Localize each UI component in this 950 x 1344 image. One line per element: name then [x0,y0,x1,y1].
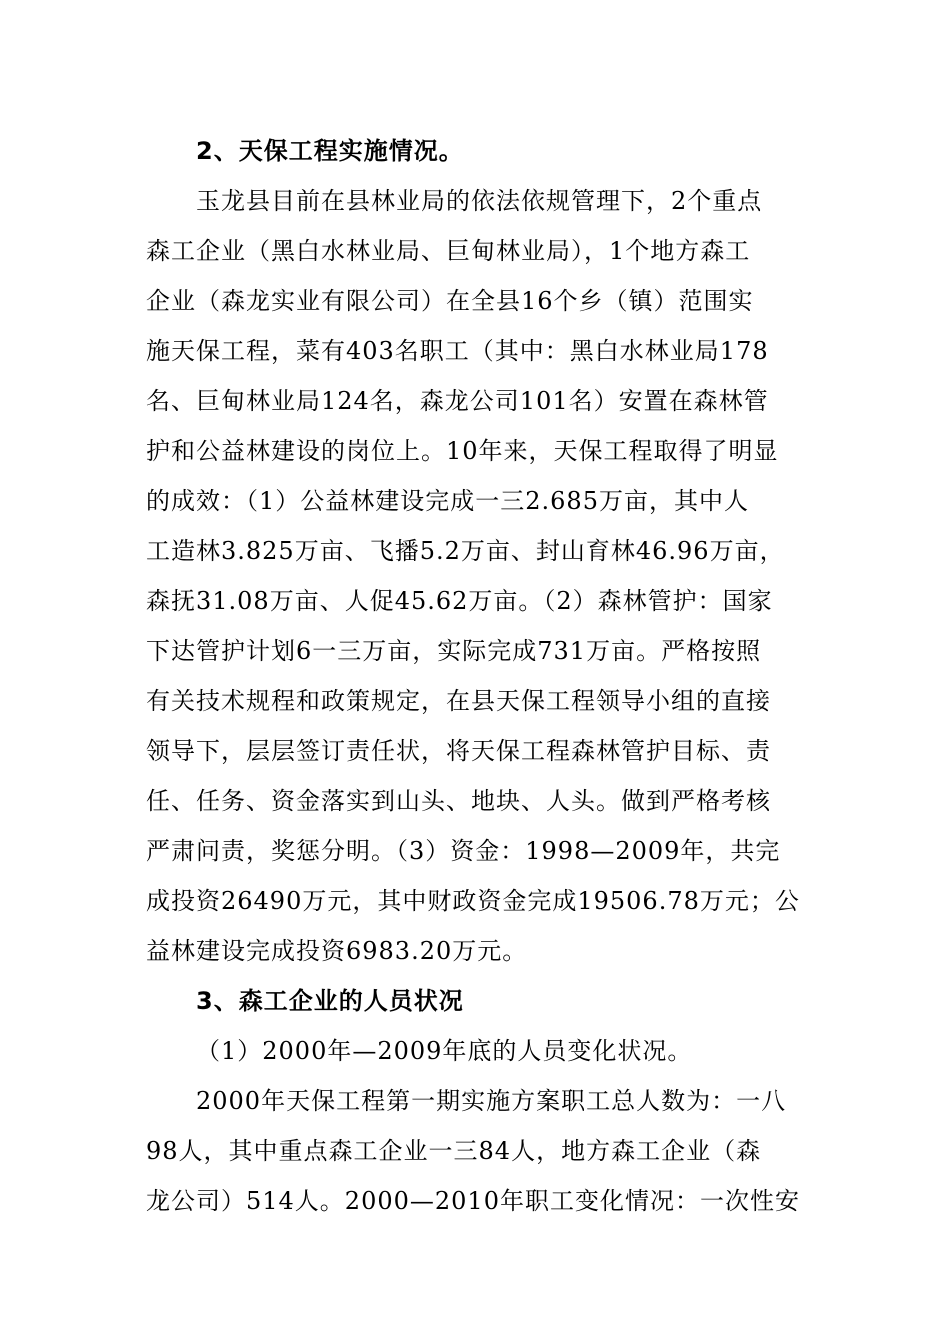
section-3-subheading: （1）2000年—2009年底的人员变化状况。 [196,1037,693,1065]
paragraph-line: 成投资26490万元，其中财政资金完成19506.78万元；公 [146,887,800,915]
paragraph-line: 森抚31.08万亩、人促45.62万亩。（2）森林管护：国家 [146,587,773,615]
paragraph-line: 的成效：（1）公益林建设完成一三2.685万亩，其中人 [146,487,749,515]
paragraph-line: 下达管护计划6一三万亩，实际完成731万亩。严格按照 [146,637,762,665]
paragraph-line: 益林建设完成投资6983.20万元。 [146,937,528,965]
paragraph-line: 98人，其中重点森工企业一三84人，地方森工企业（森 [146,1137,762,1165]
section-2-heading: 2、天保工程实施情况。 [196,137,464,165]
paragraph-line: 有关技术规程和政策规定，在县天保工程领导小组的直接 [146,687,771,715]
paragraph-line: 任、任务、资金落实到山头、地块、人头。做到严格考核 [146,787,771,815]
paragraph-line: 严肃问责，奖惩分明。（3）资金：1998—2009年，共完 [146,837,781,865]
paragraph-line: 工造林3.825万亩、飞播5.2万亩、封山育林46.96万亩， [146,537,785,565]
paragraph-line: 2000年天保工程第一期实施方案职工总人数为：一八 [196,1087,787,1115]
paragraph-line: 名、巨甸林业局124名，森龙公司101名）安置在森林管 [146,387,769,415]
paragraph-line: 森工企业（黑白水林业局、巨甸林业局），1个地方森工 [146,237,751,265]
paragraph-line: 施天保工程，菜有403名职工（其中：黑白水林业局178 [146,337,769,365]
paragraph-line: 龙公司）514人。2000—2010年职工变化情况：一次性安 [146,1187,800,1215]
paragraph-line: 玉龙县目前在县林业局的依法依规管理下，2个重点 [196,187,763,215]
paragraph-line: 领导下，层层签订责任状，将天保工程森林管护目标、责 [146,737,771,765]
paragraph-line: 护和公益林建设的岗位上。10年来，天保工程取得了明显 [146,437,779,465]
section-3-heading: 3、森工企业的人员状况 [196,987,464,1015]
paragraph-line: 企业（森龙实业有限公司）在全县16个乡（镇）范围实 [146,287,754,315]
